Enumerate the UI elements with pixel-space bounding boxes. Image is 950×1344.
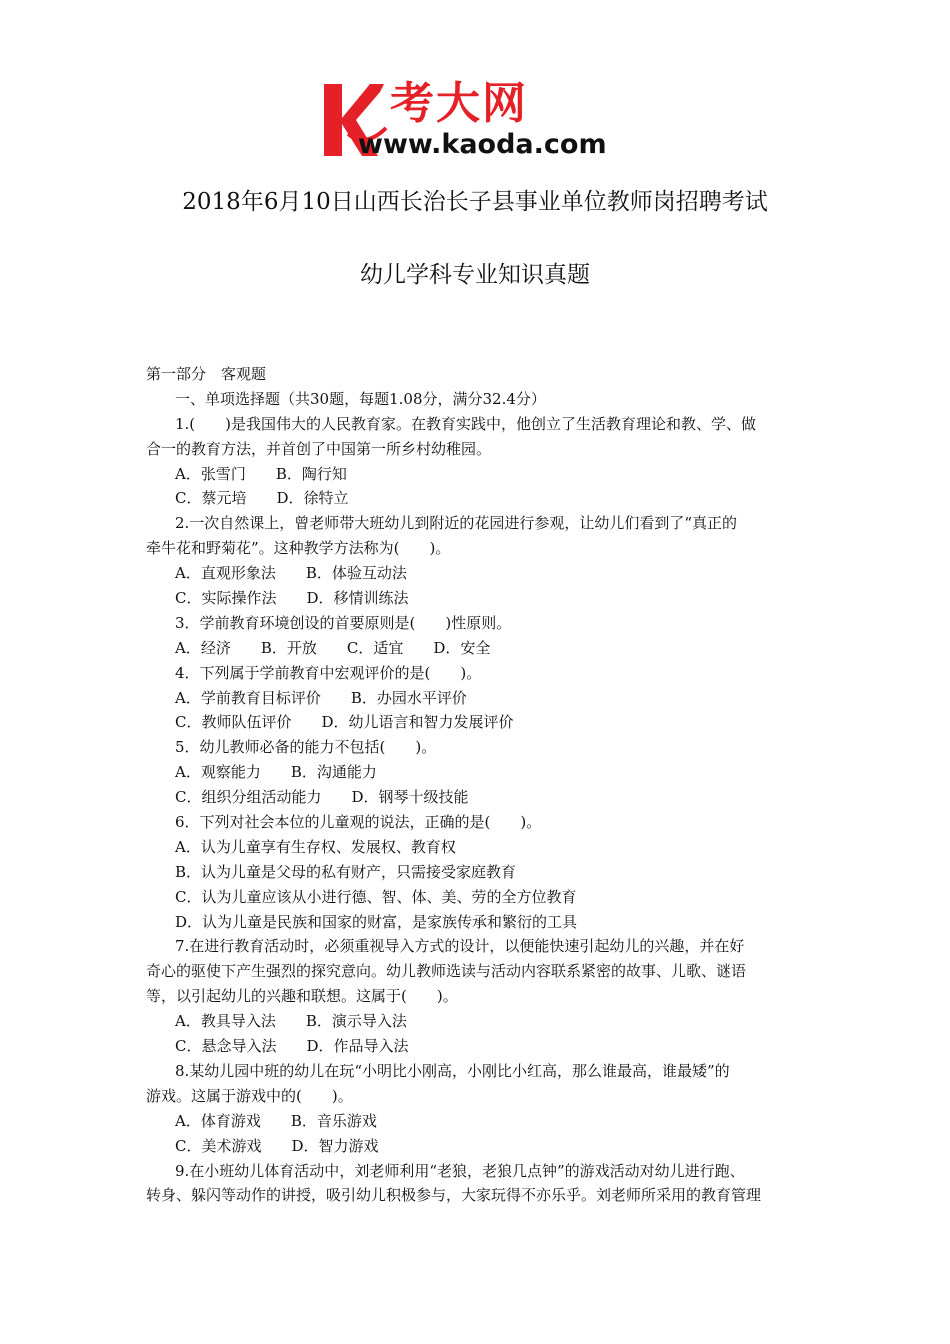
option-row — [146, 462, 818, 487]
question-stem: 5．幼儿教师必备的能力不包括( )。 — [175, 738, 437, 757]
option-row — [146, 710, 818, 735]
option: D．幼儿语言和智力发展评价 — [321, 713, 514, 732]
option: A．经济 — [175, 638, 231, 657]
option: B．体验互动法 — [305, 564, 407, 583]
question-stem: 等，以引起幼儿的兴趣和联想。这属于( )。 — [146, 987, 458, 1006]
option-row — [146, 1109, 818, 1134]
option: C．组织分组活动能力 — [175, 788, 322, 807]
question-stem: 转身、躲闪等动作的讲授，吸引幼儿积极参与，大家玩得不亦乐乎。刘老师所采用的教育管理 — [146, 1186, 762, 1205]
option-row — [146, 636, 818, 661]
option: A．体育游戏 — [175, 1111, 261, 1130]
option: B．认为儿童是父母的私有财产，只需接受家庭教育 — [175, 862, 517, 881]
question-stem: 游戏。这属于游戏中的( )。 — [146, 1086, 353, 1105]
section-heading: 一、单项选择题（共30题，每题1.08分，满分32.4分） — [175, 389, 546, 408]
option: A．观察能力 — [175, 763, 261, 782]
option-row — [146, 561, 818, 586]
option: C．认为儿童应该从小进行德、智、体、美、劳的全方位教育 — [175, 887, 577, 906]
question-stem: 3．学前教育环境创设的首要原则是( )性原则。 — [175, 613, 512, 632]
document-subtitle: 幼儿学科专业知识真题 — [360, 262, 590, 288]
option-row — [146, 1134, 818, 1159]
brand-name-cn: 考大网 — [390, 78, 528, 129]
option: C．实际操作法 — [175, 589, 277, 608]
kaoda-logo — [318, 78, 638, 162]
option: D．安全 — [433, 638, 491, 657]
option-row — [146, 785, 818, 810]
question-stem: 1.( )是我国伟大的人民教育家。在教育实践中，他创立了生活教育理论和教、学、做 — [175, 414, 757, 433]
question-stem: 9.在小班幼儿体育活动中，刘老师利用“老狼，老狼几点钟”的游戏活动对幼儿进行跑、 — [175, 1161, 745, 1180]
brand-url: www.kaoda.com — [358, 129, 607, 160]
document-title: 2018年6月10日山西长治长子县事业单位教师岗招聘考试 — [182, 189, 768, 215]
option: B．开放 — [260, 638, 317, 657]
option-row — [146, 1034, 818, 1059]
option: D．认为儿童是民族和国家的财富，是家族传承和繁衍的工具 — [175, 912, 578, 931]
option: B．演示导入法 — [305, 1012, 407, 1031]
exam-body — [146, 362, 818, 1208]
option: B．办园水平评价 — [350, 688, 467, 707]
option: C．美术游戏 — [175, 1136, 262, 1155]
option: D．钢琴十级技能 — [351, 788, 469, 807]
option-row — [146, 1009, 818, 1034]
option-row — [146, 686, 818, 711]
option: A．直观形象法 — [175, 564, 276, 583]
option: B．陶行知 — [275, 464, 347, 483]
option: A．学前教育目标评价 — [175, 688, 321, 707]
question-stem: 4．下列属于学前教育中宏观评价的是( )。 — [175, 663, 482, 682]
option: B．沟通能力 — [290, 763, 377, 782]
question-stem: 合一的教育方法，并首创了中国第一所乡村幼稚园。 — [146, 439, 492, 458]
option: A．张雪门 — [175, 464, 246, 483]
option: C．悬念导入法 — [175, 1037, 277, 1056]
option: A．认为儿童享有生存权、发展权、教育权 — [175, 837, 456, 856]
option: A．教具导入法 — [175, 1012, 276, 1031]
option-row — [146, 760, 818, 785]
question-stem: 2.一次自然课上，曾老师带大班幼儿到附近的花园进行参观，让幼儿们看到了“真正的 — [175, 514, 737, 533]
option: D．徐特立 — [276, 489, 349, 508]
question-stem: 6．下列对社会本位的儿童观的说法，正确的是( )。 — [175, 813, 542, 832]
option: C．适宜 — [346, 638, 404, 657]
option: B．音乐游戏 — [290, 1111, 377, 1130]
option: D．移情训练法 — [306, 589, 409, 608]
question-stem: 8.某幼儿园中班的幼儿在玩“小明比小刚高，小刚比小红高，那么谁最高，谁最矮”的 — [175, 1061, 730, 1080]
question-stem: 牵牛花和野菊花”。这种教学方法称为( )。 — [146, 539, 451, 558]
option-row — [146, 586, 818, 611]
option: C．教师队伍评价 — [175, 713, 292, 732]
option-row — [146, 486, 818, 511]
part-heading: 第一部分 客观题 — [146, 365, 267, 383]
option: C．蔡元培 — [175, 489, 247, 508]
option: D．作品导入法 — [306, 1037, 409, 1056]
question-stem: 7.在进行教育活动时，必须重视导入方式的设计，以便能快速引起幼儿的兴趣，并在好 — [175, 937, 745, 956]
option: D．智力游戏 — [291, 1136, 379, 1155]
question-stem: 奇心的驱使下产生强烈的探究意向。幼儿教师选读与活动内容联系紧密的故事、儿歌、谜语 — [146, 962, 747, 981]
